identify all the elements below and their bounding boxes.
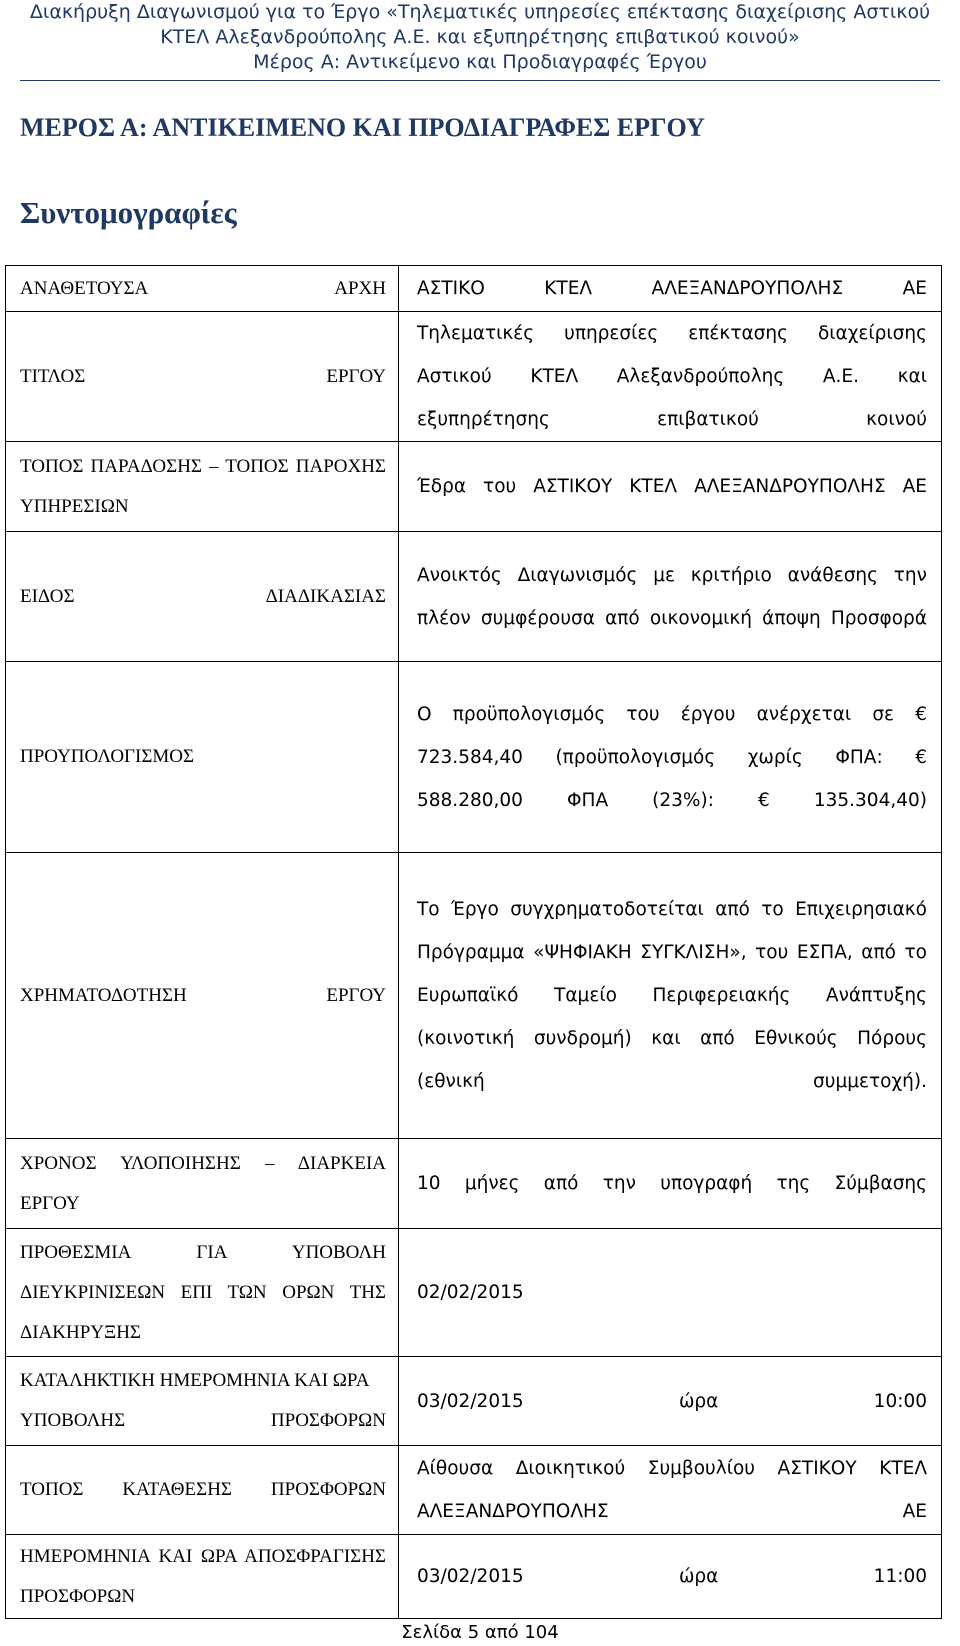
header-line-3: Μέρος Α: Αντικείμενο και Προδιαγραφές Έργου: [253, 51, 707, 73]
row-value: Ανοικτός Διαγωνισμός με κριτήριο ανάθεσης την πλέον συμφέρουσα από οικονομική άποψη Προσφορά: [399, 532, 942, 662]
abbreviations-table: [5, 265, 942, 1619]
table-row: [6, 1229, 942, 1357]
row-label: ΤΙΤΛΟΣ ΕΡΓΟΥ: [6, 312, 399, 442]
row-label: ΤΟΠΟΣ ΠΑΡΑΔΟΣΗΣ – ΤΟΠΟΣ ΠΑΡΟΧΗΣ ΥΠΗΡΕΣΙΩΝ: [6, 442, 399, 532]
table-row: [6, 853, 942, 1139]
header-divider: [20, 80, 940, 81]
row-label: ΑΝΑΘΕΤΟΥΣΑ ΑΡΧΗ: [6, 266, 399, 312]
table-row: [6, 1139, 942, 1229]
row-value: Το Έργο συγχρηματοδοτείται από το Επιχειρησιακό Πρόγραμμα «ΨΗΦΙΑΚΗ ΣΥΓΚΛΙΣΗ», του ΕΣΠΑ, από το Ευρωπαϊκό Ταμείο Περιφερειακής Ανάπτυξης (κοινοτική συνδρομή) και από Εθνικούς Πόρους (εθνική συμμετοχή).: [399, 853, 942, 1139]
table-row: [6, 1357, 942, 1446]
table-row: [6, 532, 942, 662]
row-value: 02/02/2015: [399, 1229, 942, 1357]
row-label: ΕΙΔΟΣ ΔΙΑΔΙΚΑΣΙΑΣ: [6, 532, 399, 662]
row-value: 03/02/2015 ώρα 10:00: [399, 1357, 942, 1446]
row-value: 10 μήνες από την υπογραφή της Σύμβασης: [399, 1139, 942, 1229]
row-value: 03/02/2015 ώρα 11:00: [399, 1535, 942, 1619]
row-value: Τηλεματικές υπηρεσίες επέκτασης διαχείρισης Αστικού ΚΤΕΛ Αλεξανδρούπολης Α.Ε. και εξυπηρέτησης επιβατικού κοινού: [399, 312, 942, 442]
running-header: [0, 0, 960, 75]
page-number: Σελίδα 5 από 104: [401, 1622, 559, 1643]
abbreviations-heading: Συντομογραφίες: [20, 195, 237, 230]
table-row: [6, 1446, 942, 1535]
row-value: ΑΣΤΙΚΟ ΚΤΕΛ ΑΛΕΞΑΝΔΡΟΥΠΟΛΗΣ ΑΕ: [399, 266, 942, 312]
row-label: ΧΡΟΝΟΣ ΥΛΟΠΟΙΗΣΗΣ – ΔΙΑΡΚΕΙΑ ΕΡΓΟΥ: [6, 1139, 399, 1229]
row-value: Αίθουσα Διοικητικού Συμβουλίου ΑΣΤΙΚΟΥ ΚΤΕΛ ΑΛΕΞΑΝΔΡΟΥΠΟΛΗΣ ΑΕ: [399, 1446, 942, 1535]
row-value: Έδρα του ΑΣΤΙΚΟΥ ΚΤΕΛ ΑΛΕΞΑΝΔΡΟΥΠΟΛΗΣ ΑΕ: [399, 442, 942, 532]
row-value: Ο προϋπολογισμός του έργου ανέρχεται σε € 723.584,40 (προϋπολογισμός χωρίς ΦΠΑ: € 588.280,00 ΦΠΑ (23%): € 135.304,40): [399, 662, 942, 853]
row-label: ΤΟΠΟΣ ΚΑΤΑΘΕΣΗΣ ΠΡΟΣΦΟΡΩΝ: [6, 1446, 399, 1535]
row-label: ΠΡΟΘΕΣΜΙΑ ΓΙΑ ΥΠΟΒΟΛΗ ΔΙΕΥΚΡΙΝΙΣΕΩΝ ΕΠΙ ΤΩΝ ΟΡΩΝ ΤΗΣ ΔΙΑΚΗΡΥΞΗΣ: [6, 1229, 399, 1357]
table-row: [6, 442, 942, 532]
table-row: [6, 266, 942, 312]
row-label: ΧΡΗΜΑΤΟΔΟΤΗΣΗ ΕΡΓΟΥ: [6, 853, 399, 1139]
table-row: [6, 662, 942, 853]
row-label: ΚΑΤΑΛΗΚΤΙΚΗ ΗΜΕΡΟΜΗΝΙΑ ΚΑΙ ΩΡΑ ΥΠΟΒΟΛΗΣ ΠΡΟΣΦΟΡΩΝ: [6, 1357, 399, 1446]
header-line-2: ΚΤΕΛ Αλεξανδρούπολης Α.Ε. και εξυπηρέτησης επιβατικού κοινού»: [160, 26, 800, 48]
part-title: ΜΕΡΟΣ Α: ΑΝΤΙΚΕΙΜΕΝΟ ΚΑΙ ΠΡΟΔΙΑΓΡΑΦΕΣ ΕΡΓΟΥ: [20, 113, 705, 142]
row-label: ΠΡΟΥΠΟΛΟΓΙΣΜΟΣ: [6, 662, 399, 853]
table-row: [6, 312, 942, 442]
header-line-1: Διακήρυξη Διαγωνισμού για το Έργο «Τηλεματικές υπηρεσίες επέκτασης διαχείρισης Αστικού: [29, 1, 931, 23]
row-label: ΗΜΕΡΟΜΗΝΙΑ ΚΑΙ ΩΡΑ ΑΠΟΣΦΡΑΓΙΣΗΣ ΠΡΟΣΦΟΡΩΝ: [6, 1535, 399, 1619]
table-row: [6, 1535, 942, 1619]
